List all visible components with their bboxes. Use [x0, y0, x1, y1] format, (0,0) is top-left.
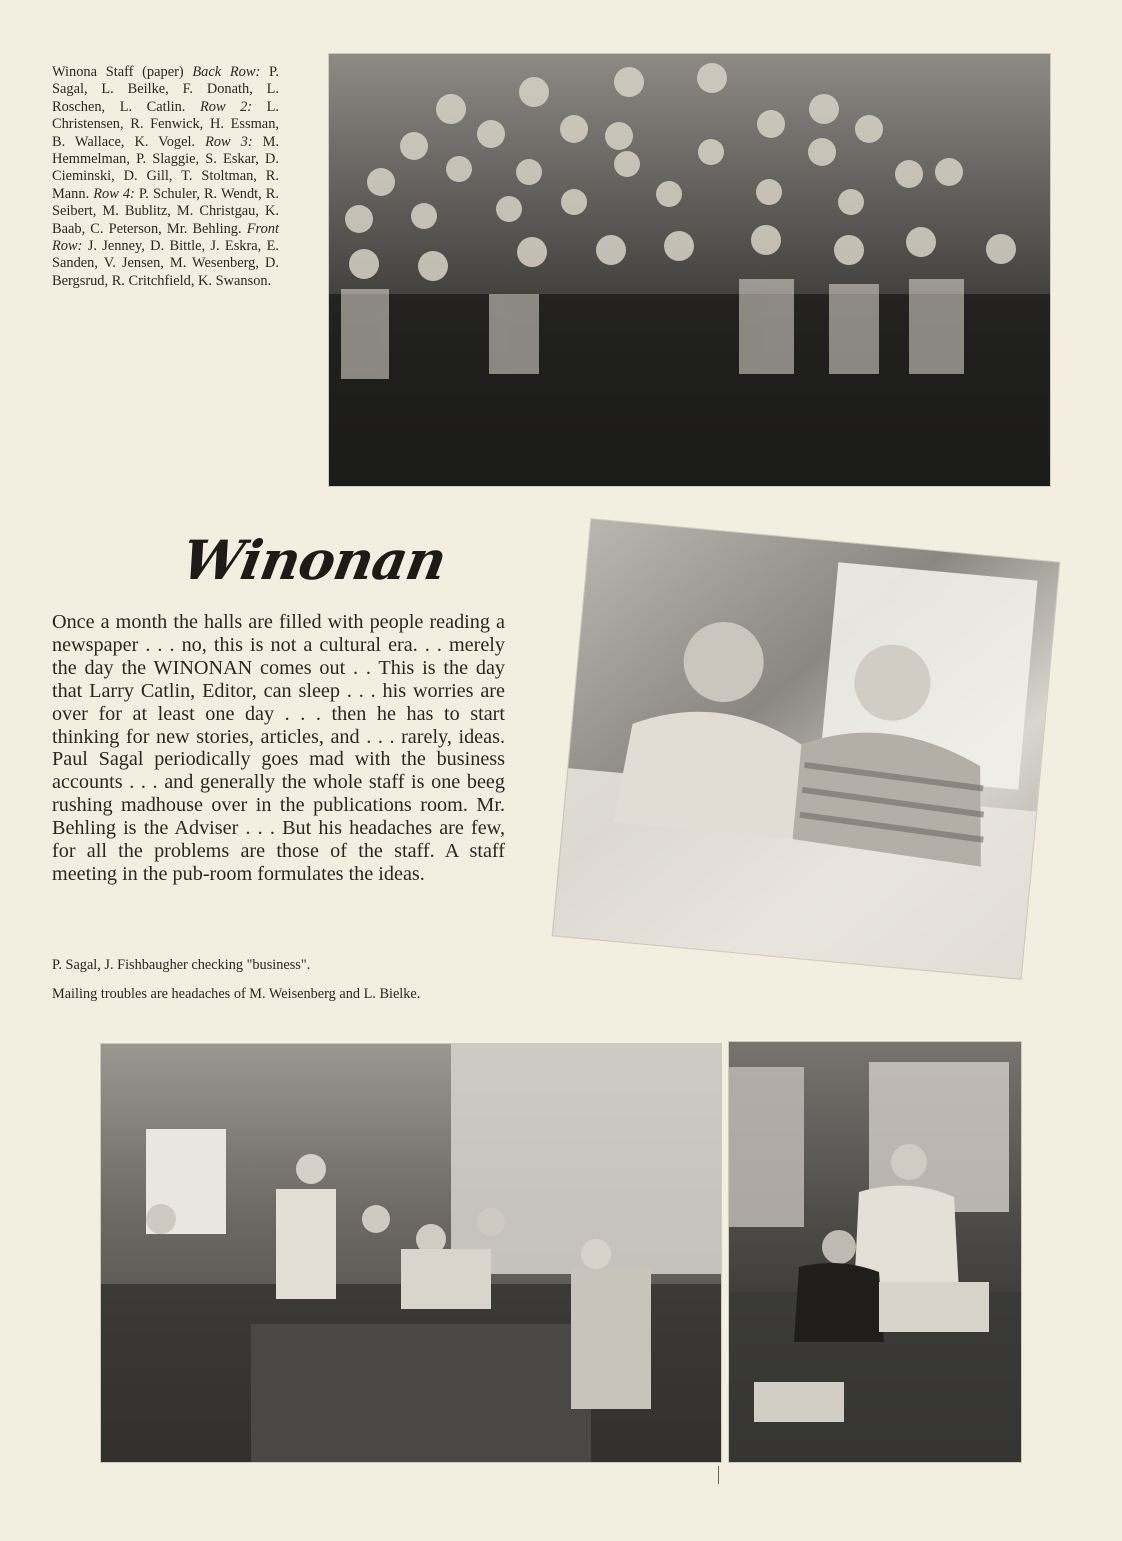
two-students-photo-illustration — [553, 519, 1060, 979]
office-work-photo-illustration — [101, 1044, 721, 1462]
staff-group-photo-illustration — [329, 54, 1050, 486]
page-mark — [718, 1466, 719, 1484]
staff-group-photo — [329, 54, 1050, 486]
row-label-3: Row 3: — [205, 133, 253, 150]
mailing-work-photo-illustration — [729, 1042, 1021, 1462]
row-names-back: P. Sagal, L. Beilke, F. Donath, L. Roschen, L. Catlin. — [52, 64, 279, 115]
row-names-front: J. Jenney, D. Bittle, J. Eskra, E. Sanden, V. Jensen, M. Wesenberg, D. Bergsrud, R. Critchfield, K. Swanson. — [52, 238, 279, 289]
two-students-photo — [553, 519, 1060, 979]
section-heading: Winonan — [177, 528, 451, 592]
row-names-4: P. Schuler, R. Wendt, R. Seibert, M. Bublitz, M. Christgau, K. Baab, C. Peterson, Mr. Behling. — [52, 185, 279, 237]
row-label-2: Row 2: — [199, 98, 253, 115]
staff-photo-caption — [52, 64, 279, 290]
row-names-3: M. Hemmelman, P. Slaggie, S. Eskar, D. Cieminski, D. Gill, T. Stoltman, R. Mann. — [52, 133, 279, 202]
article-body: Once a month the halls are filled with people reading a newspaper . . . no, this is not a cultural era. . . merely the day the WINONAN comes out . . This is the day that Larry Catlin, Editor, can sleep . . . his worries are over for at least one day . . . then he has to start thinking for new stories, articles, and . . . rarely, ideas. Paul Sagal periodically goes mad with the business accounts . . . and generally the whole staff is one beeg rushing madhouse over in the publications room. Mr. Behling is the Adviser . . . But his headaches are few, for all the problems are those of the staff. A staff meeting in the pub-room formulates the ideas. — [52, 611, 505, 885]
row-label-back: Back Row: — [192, 64, 261, 80]
row-label-4: Row 4: — [93, 185, 135, 202]
row-label-front: Front Row: — [52, 220, 279, 255]
photo-caption-second: Mailing troubles are headaches of M. Weisenberg and L. Bielke. — [52, 986, 421, 1002]
row-names-2: L. Christensen, R. Fenwick, H. Essman, B. Wallace, K. Vogel. — [52, 98, 280, 150]
photo-caption-first: P. Sagal, J. Fishbaugher checking "business". — [52, 957, 311, 973]
staff-caption-title: Winona Staff (paper) — [52, 64, 184, 80]
mailing-work-photo — [729, 1042, 1021, 1462]
office-work-photo — [101, 1044, 721, 1462]
